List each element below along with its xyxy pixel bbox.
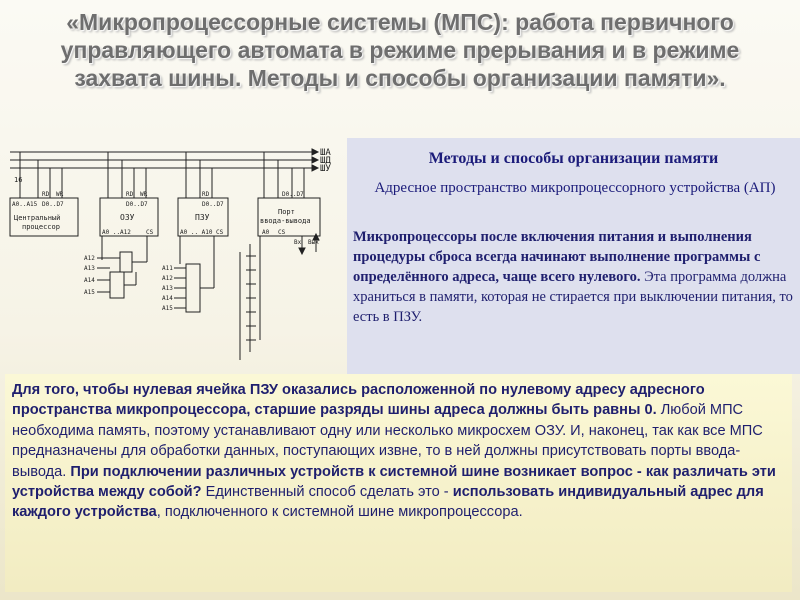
rom-pin-d: D0..D7 bbox=[202, 201, 224, 208]
bottom-paragraph bbox=[12, 380, 784, 523]
cpu-pin-wr: WR bbox=[56, 191, 64, 198]
ram-pin-cs: CS bbox=[146, 229, 154, 236]
rom-addr-a11: A11 bbox=[162, 265, 173, 272]
panel-paragraph bbox=[353, 227, 793, 327]
io-pin-cs: CS bbox=[278, 229, 286, 236]
cpu-label-line1: Центральный bbox=[14, 214, 61, 222]
rom-addr-a15: A15 bbox=[162, 305, 173, 312]
rom-pin-a: A0 .. A10 bbox=[180, 229, 213, 236]
ram-addr-a13: A13 bbox=[84, 265, 95, 272]
ram-pin-wr: WR bbox=[140, 191, 148, 198]
ram-addr-a15: A15 bbox=[84, 289, 95, 296]
bottom-sentence-4: Единственный способ сделать это - bbox=[201, 484, 453, 501]
ram-label: ОЗУ bbox=[120, 213, 135, 222]
bus-label-address: ША bbox=[320, 148, 331, 158]
io-pin-out: Вых bbox=[308, 239, 319, 246]
ram-addr-a12: A12 bbox=[84, 255, 95, 262]
bus-label-control: ШУ bbox=[320, 164, 331, 174]
bottom-text-panel bbox=[5, 374, 792, 592]
bottom-sentence-6: , подключенного к системной шине микропроцессора. bbox=[156, 504, 523, 521]
ram-pin-rd: RD bbox=[126, 191, 134, 198]
rom-pin-rd: RD bbox=[202, 191, 210, 198]
panel-subheading: Адресное пространство микропроцессорного устройства (АП) bbox=[374, 180, 776, 196]
bottom-sentence-3: При подключении различных устройств к системной шине возникает вопрос - как различать эти устройства между собой? bbox=[12, 463, 776, 501]
cpu-label-line2: процессор bbox=[22, 223, 60, 231]
panel-heading: Методы и способы организации памяти bbox=[428, 150, 719, 167]
rom-addr-a14: A14 bbox=[162, 295, 173, 302]
cpu-pin-a: A0..A15 bbox=[12, 201, 38, 208]
io-pin-d: D0..D7 bbox=[282, 191, 304, 198]
panel-paragraph-normal: Эта программа должна храниться в памяти, которая не стирается при выключении питания, то есть в ПЗУ. bbox=[353, 269, 793, 325]
cpu-pin-rd: RD bbox=[42, 191, 50, 198]
ram-pin-d: D0..D7 bbox=[126, 201, 148, 208]
rom-pin-cs: CS bbox=[216, 229, 224, 236]
rom-addr-a13: A13 bbox=[162, 285, 173, 292]
rom-label: ПЗУ bbox=[195, 213, 210, 222]
io-label-line2: ввода-вывода bbox=[260, 217, 311, 225]
cpu-pin-d: D0..D7 bbox=[42, 201, 64, 208]
ram-addr-a14: A14 bbox=[84, 277, 95, 284]
io-pin-a0: A0 bbox=[262, 229, 270, 236]
panel-paragraph-bold: Микропроцессоры после включения питания и выполнения процедуры сброса всегда начинают выполнение программы с определённого адреса, чаще всего нулевого. bbox=[353, 229, 761, 285]
bottom-sentence-5: использовать индивидуальный адрес для каждого устройства bbox=[12, 484, 764, 521]
bus-width-label: 16 bbox=[14, 176, 23, 184]
rom-addr-a12: A12 bbox=[162, 275, 173, 282]
ram-pin-a: A0 ..A12 bbox=[102, 229, 131, 236]
bottom-sentence-2: Любой МПС необходима память, поэтому устанавливают одну или несколько микросхем ОЗУ. И, наконец, так как все МПС предназначены для обработки данных, поступающих извне, то в ней должны присутствовать порты ввода-вывода. bbox=[12, 402, 763, 480]
io-label-line1: Порт bbox=[278, 208, 295, 216]
io-pin-in: Вх bbox=[294, 239, 302, 246]
bus-schematic-diagram bbox=[2, 140, 347, 368]
bottom-sentence-1: Для того, чтобы нулевая ячейка ПЗУ оказались расположенной по нулевому адресу адресного пространства микропроцессора, старшие разряды шины адреса должны быть равны 0. bbox=[12, 382, 705, 419]
memory-methods-panel bbox=[347, 138, 800, 374]
slide-title: «Микропроцессорные системы (МПС): работа первичного управляющего автомата в режиме прерывания и в режиме захвата шины. Методы и способы организации памяти». bbox=[60, 9, 740, 91]
bus-label-data: ШД bbox=[320, 156, 331, 166]
